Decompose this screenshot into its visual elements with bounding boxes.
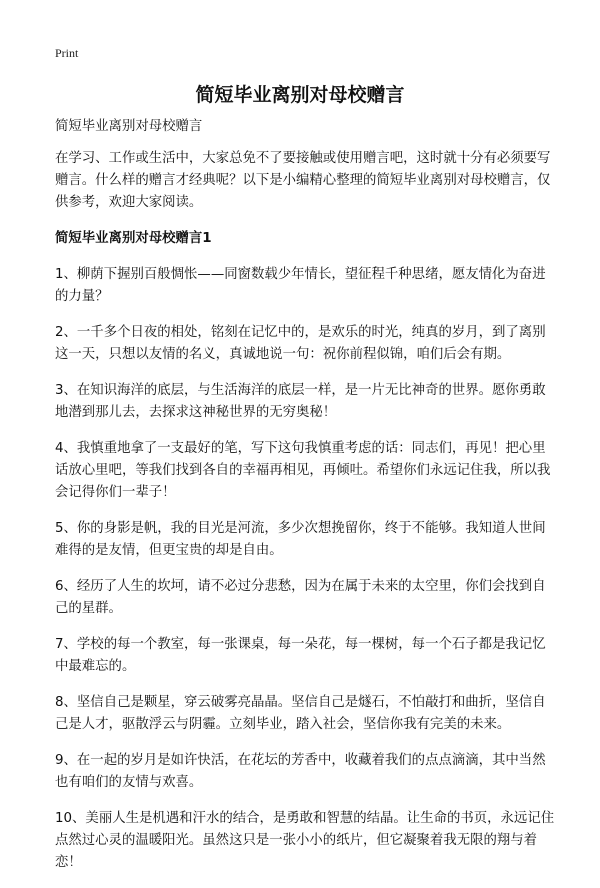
section-heading: 简短毕业离别对母校赠言1 — [55, 231, 212, 246]
list-item: 1、柳荫下握别百般惆怅——同窗数载少年情长，望征程千种思绪，愿友情化为奋进的力量？ — [55, 267, 546, 304]
article-subtitle: 简短毕业离别对母校赠言 — [55, 119, 203, 134]
list-item: 7、学校的每一个教室，每一张课桌，每一朵花，每一棵树，每一个石子都是我记忆中最难忘的。 — [55, 637, 546, 674]
list-item: 8、坚信自己是颗星，穿云破雾亮晶晶。坚信自己是燧石，不怕敲打和曲折，坚信自己是人才，驱散浮云与阴霾。立刻毕业，踏入社会，坚信你我有完美的未来。 — [55, 695, 546, 732]
list-item: 5、你的身影是帆，我的目光是河流，多少次想挽留你，终于不能够。我知道人世间难得的是友情，但更宝贵的却是自由。 — [55, 521, 546, 558]
page-title: 简短毕业离别对母校赠言 — [195, 84, 405, 106]
article-body — [55, 116, 555, 888]
list-item: 6、经历了人生的坎坷，请不必过分悲愁，因为在属于未来的太空里，你们会找到自己的星群。 — [55, 579, 546, 616]
list-item: 9、在一起的岁月是如许快活，在花坛的芳香中，收藏着我们的点点滴滴，其中当然也有咱们的友情与欢喜。 — [55, 753, 546, 790]
intro-paragraph: 在学习、工作或生活中，大家总免不了要接触或使用赠言吧，这时就十分有必须要写赠言。什么样的赠言才经典呢？以下是小编精心整理的简短毕业离别对母校赠言，仅供参考，欢迎大家阅读。 — [55, 151, 551, 210]
list-item: 3、在知识海洋的底层，与生活海洋的底层一样，是一片无比神奇的世界。愿你勇敢地潜到那儿去，去探求这神秘世界的无穷奥秘！ — [55, 383, 546, 420]
list-item: 2、一千多个日夜的相处，铭刻在记忆中的，是欢乐的时光，纯真的岁月，到了离别这一天，只想以友情的名义，真诚地说一句：祝你前程似锦，咱们后会有期。 — [55, 325, 546, 362]
list-item: 10、美丽人生是机遇和汗水的结合，是勇敢和智慧的结晶。让生命的书页，永远记住点然过心灵的温暖阳光。虽然这只是一张小小的纸片，但它凝聚着我无限的翔与着恋！ — [55, 811, 555, 870]
print-link[interactable]: Print — [55, 46, 79, 60]
list-item: 4、我慎重地拿了一支最好的笔，写下这句我慎重考虑的话：同志们，再见！把心里话放心里吧，等我们找到各自的幸福再相见，再倾吐。希望你们永远记住我，所以我会记得你们一辈子！ — [55, 441, 551, 500]
